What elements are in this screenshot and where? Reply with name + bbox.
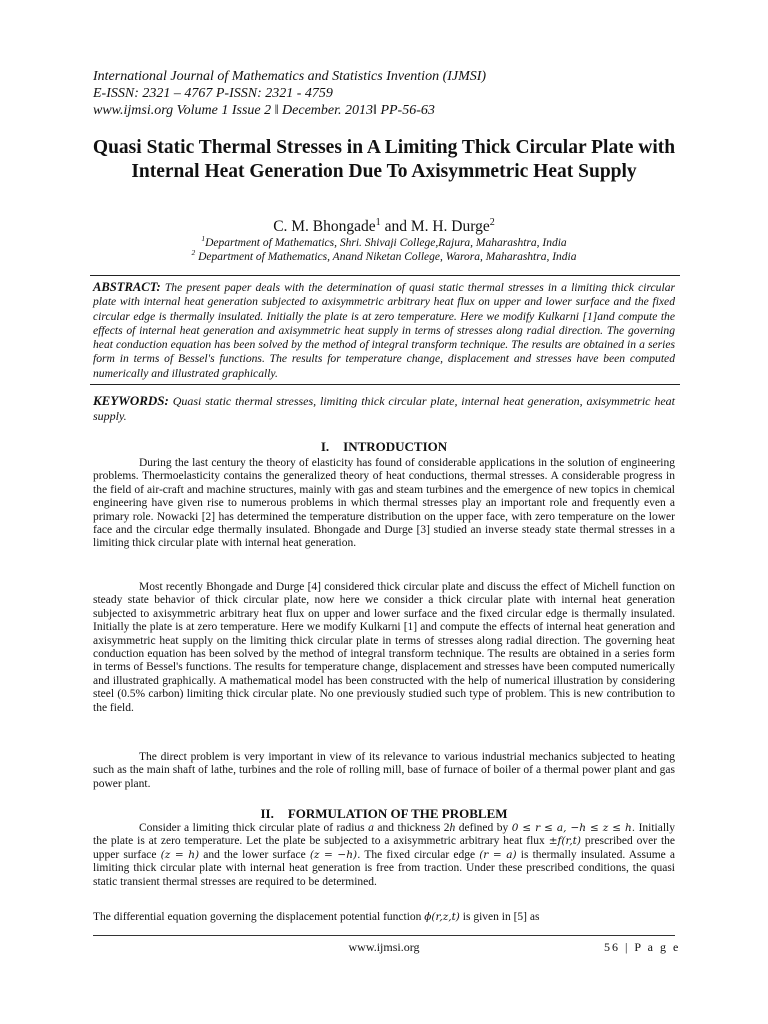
domain-inequality: 0 ≤ r ≤ a, −h ≤ z ≤ h. — [511, 822, 636, 834]
keywords-text: Quasi static thermal stresses, limiting thick circular plate, internal heat generation, axisymmetric heat supply. — [93, 394, 675, 423]
intro-paragraph-2: Most recently Bhongade and Durge [4] considered thick circular plate and discuss the effect of Michell function on steady state behavior of thick circular plate, now here we consider a thick circular plate with internal heat generation subjected to axisymmetric arbitrary heat flux on upper and lower surface and the fixed circular edge is thermally insulated. Initially the plate is at zero temperature. Here we modify Kulkarni [1] and compute the effects of internal heat generation and axisymmetric heat supply on the limiting thick circular plate in terms of stresses along radial direction. The governing heat conduction equation has been solved by the method of integral transform technique. The results are obtained in a series form in terms of Bessel's functions. The results for temperature change, displacement and stresses have been computed numerically and illustrated graphically. A mathematical model has been constructed with the help of numerical illustration by considering steel (0.5% carbon) limiting thick circular plate. No one previously studied such type of problem. This is new contribution to the field. — [93, 581, 675, 714]
author-2: M. H. Durge — [410, 218, 490, 235]
formulation-text: The differential equation governing the displacement potential function — [93, 911, 425, 923]
formulation-text: defined by — [455, 822, 512, 834]
footer-divider — [93, 935, 675, 936]
journal-issn: E-ISSN: 2321 – 4767 P-ISSN: 2321 - 4759 — [93, 86, 333, 101]
lower-surface-expression: (z = −h). — [309, 848, 361, 861]
abstract — [93, 280, 675, 381]
edge-expression: (r = a) — [479, 848, 517, 861]
section-heading-formulation — [0, 806, 768, 822]
formulation-text: Consider a limiting thick circular plate of radius — [139, 822, 369, 834]
author-1-sup: 1 — [375, 216, 381, 228]
section-2-number: II. — [260, 806, 274, 821]
formulation-text: The fixed circular edge — [360, 848, 480, 861]
formulation-text: and the lower surface — [199, 848, 310, 861]
thickness-symbol: h — [449, 822, 456, 834]
section-1-title: INTRODUCTION — [343, 439, 448, 454]
abstract-text: The present paper deals with the determination of quasi static thermal stresses in a limiting thick circular plate with internal heat generation subjected to axisymmetric arbitrary heat flux on upper and lower surface and the fixed circular edge is thermally insulated. Initially the plate is at zero temperature. Here we modify Kulkarni [1]and compute the effects of internal heat generation and axisymmetric heat supply in terms of stresses along radial direction. The governing heat conduction equation has been solved by the method of integral transform technique. The results are obtained in a series form in terms of Bessel's functions. The results for temperature change, displacement and stresses have been computed numerically and illustrated graphically. — [93, 281, 675, 380]
heat-flux-expression: ±f(r,t) — [548, 835, 581, 848]
section-heading-introduction — [0, 439, 768, 455]
author-2-sup: 2 — [489, 216, 495, 228]
abstract-label: ABSTRACT: — [93, 280, 161, 294]
journal-issue: www.ijmsi.org Volume 1 Issue 2 ǁ December. 2013ǁ PP-56-63 — [93, 103, 435, 118]
upper-surface-expression: (z = h) — [160, 848, 200, 861]
affiliation-2-text: Department of Mathematics, Anand Niketan College, Warora, Maharashtra, India — [195, 251, 577, 263]
author-1: C. M. Bhongade — [273, 218, 376, 235]
formulation-paragraph-1 — [93, 822, 675, 889]
affiliation-2 — [0, 250, 768, 264]
formulation-text: Initially the plate is at zero temperature. Let the plate be subjected to a axisymmetric arbitrary heat flux — [93, 822, 675, 848]
authors — [0, 218, 768, 236]
potential-function-expression: ϕ(r,z,t) — [424, 911, 460, 923]
formulation-text: is thermally insulated. Assume a limiting thick circular plate with internal heat generation is free from traction. Under these prescribed conditions, the quasi static transient thermal stresses are required to be determined. — [93, 848, 675, 888]
journal-header — [93, 68, 683, 119]
section-2-title: FORMULATION OF THE PROBLEM — [287, 806, 508, 821]
formulation-text: prescribed over the upper surface — [93, 835, 675, 861]
affiliation-1-sup: 1 — [201, 234, 206, 244]
authors-and: and — [380, 218, 411, 235]
journal-name: International Journal of Mathematics and Statistics Invention (IJMSI) — [93, 69, 487, 84]
keywords-label: KEYWORDS: — [93, 393, 169, 408]
affiliation-1-text: Department of Mathematics, Shri. Shivaji College,Rajura, Maharashtra, India — [205, 237, 567, 249]
formulation-text: is given in [5] as — [459, 911, 540, 923]
paper-title: Quasi Static Thermal Stresses in A Limiting Thick Circular Plate with Internal Heat Generation Due To Axisymmetric Heat Supply — [92, 137, 676, 182]
affiliations — [0, 236, 768, 264]
formulation-text: and thickness 2 — [373, 822, 450, 834]
page-number: 56 | P a g e — [604, 940, 681, 954]
intro-paragraph-1: During the last century the theory of elasticity has found of considerable applications in the solution of engineering problems. Thermoelasticity contains the generalized theory of heat conductions, thermal stresses. A considerable progress in the field of air-craft and machine structures, mainly with gas and steam turbines and the emergence of new topics in chemical engineering have given rise to numerous problems in which thermal stresses play an important role and frequently even a primary role. Nowacki [2] has determined the temperature distribution on the upper face, with zero temperature on the lower face and the circular edge thermally insulated. Bhongade and Durge [3] studied an inverse steady state thermal stresses in a limiting thick circular plate with internal heat generation. — [93, 457, 675, 550]
section-1-number: I. — [320, 439, 330, 454]
radius-symbol: a — [368, 822, 374, 834]
keywords — [93, 393, 675, 424]
affiliation-2-sup: 2 — [191, 248, 196, 258]
formulation-paragraph-2 — [93, 911, 675, 924]
affiliation-1 — [0, 236, 768, 250]
intro-paragraph-3: The direct problem is very important in view of its relevance to various industrial mechanics subjected to heating such as the main shaft of lathe, turbines and the role of rolling mill, base of furnace of boiler of a thermal power plant and gas power plant. — [93, 751, 675, 790]
footer-url[interactable]: www.ijmsi.org — [348, 940, 420, 954]
